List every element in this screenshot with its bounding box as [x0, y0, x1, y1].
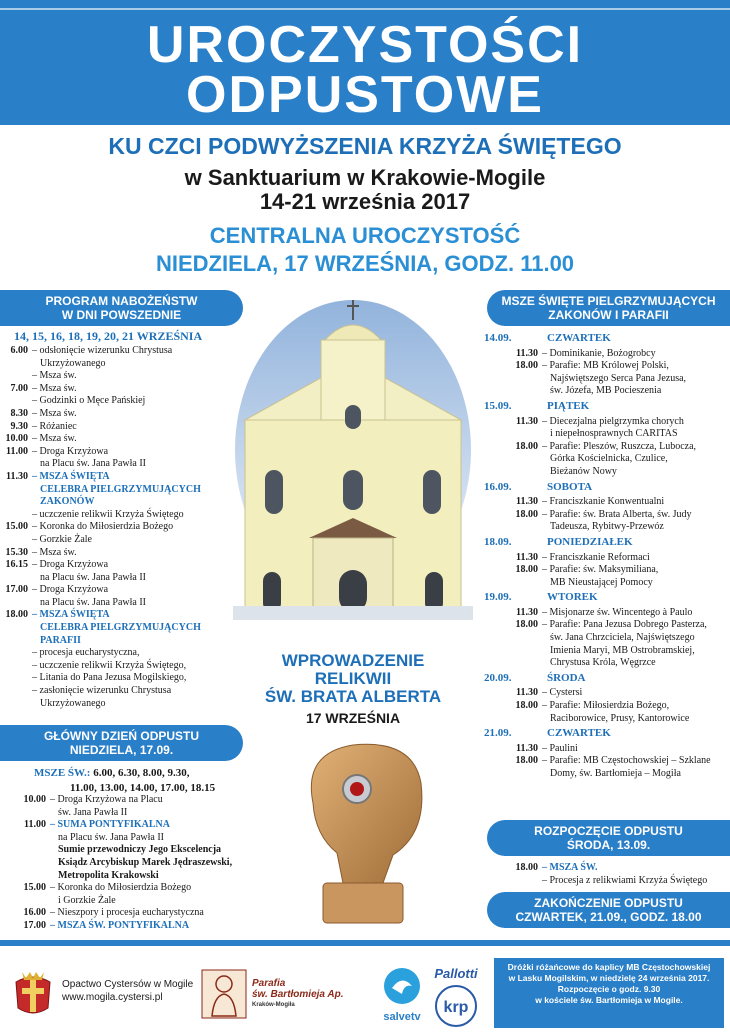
day-header — [470, 400, 730, 413]
item-text: Górka Kościelnicka, Czulice, — [550, 453, 668, 465]
item-text: – Droga Krzyżowa na Placu — [50, 794, 163, 805]
org1-name: Opactwo Cystersów w Mogile — [62, 979, 194, 990]
list-item — [470, 521, 730, 534]
item-text: – Franciszkanie Konwentualni — [542, 496, 665, 508]
org2-line-1: Parafia — [252, 978, 286, 989]
item-text: MB Nieustającej Pomocy — [550, 576, 653, 588]
weekday-dates: 14, 15, 16, 18, 19, 20, 21 WRZEŚNIA — [14, 329, 203, 343]
central-line-2: NIEDZIELA, 17 WRZEŚNIA, GODZ. 11.00 — [155, 251, 575, 276]
item-text: – Koronka do Miłosierdzia Bożego — [32, 521, 174, 533]
list-item — [0, 807, 270, 820]
item-text: – Msza św. — [32, 382, 77, 394]
list-item — [0, 685, 245, 698]
note-line-4: w kościele św. Bartłomieja w Mogile. — [535, 995, 683, 1005]
item-text: Ukrzyżowanego — [40, 697, 106, 709]
item-text: – Różaniec — [32, 420, 77, 432]
list-item — [0, 597, 245, 610]
list-item — [0, 421, 245, 434]
item-text: Sumie przewodniczy Jego Ekscelencja — [58, 844, 222, 856]
item-time: 11.30 — [516, 606, 538, 618]
list-item — [0, 408, 245, 421]
list-item — [470, 428, 730, 441]
item-time: 18.00 — [515, 862, 538, 873]
item-text: – Paulini — [542, 742, 578, 754]
main-day-masses — [34, 766, 254, 796]
list-item — [470, 768, 730, 781]
item-time: 11.30 — [516, 347, 538, 359]
place: w Sanktuarium w Krakowie-Mogile — [184, 165, 546, 190]
org2-line-3: Kraków-Mogiła — [252, 1002, 295, 1008]
item-time: 9.30 — [10, 420, 28, 432]
weekday-program-title: PROGRAM NABOŻEŃSTW — [45, 294, 198, 308]
item-text: – MSZA ŚWIĘTA — [32, 609, 110, 621]
item-text: – Franciszkanie Reformaci — [542, 551, 650, 563]
item-time — [0, 622, 32, 635]
item-text: Bieżanów Nowy — [550, 465, 617, 477]
list-item — [0, 635, 245, 648]
list-item — [470, 466, 730, 479]
item-time — [0, 698, 32, 711]
item-time — [0, 370, 32, 383]
list-item — [0, 433, 245, 446]
item-time: 11.30 — [516, 551, 538, 563]
start-title: ROZPOCZĘCIE ODPUSTU — [534, 824, 683, 838]
start-header — [487, 820, 730, 856]
item-time — [470, 577, 542, 590]
item-text: – Koronka do Miłosierdzia Bożego — [50, 882, 192, 894]
list-item — [0, 496, 245, 509]
item-text: – Droga Krzyżowa — [32, 584, 109, 596]
masses-times-1: 6.00, 6.30, 8.00, 9.30, — [93, 767, 190, 779]
item-text: – MSZA ŚW. PONTYFIKALNA — [50, 919, 190, 931]
note-line-1: Dróżki różańcowe do kaplicy MB Częstochowskiej — [507, 962, 711, 972]
list-item — [470, 875, 730, 888]
list-item — [0, 547, 245, 560]
list-item — [470, 453, 730, 466]
item-text: i niepełnosprawnych CARITAS — [550, 428, 678, 440]
item-text: – procesja eucharystyczna, — [32, 647, 140, 659]
item-time — [470, 632, 542, 645]
item-time: 10.00 — [23, 794, 46, 805]
item-time: 18.00 — [515, 360, 538, 372]
item-time: 18.00 — [515, 619, 538, 631]
list-item — [470, 755, 730, 768]
item-time: 11.30 — [6, 470, 28, 482]
list-item — [470, 441, 730, 454]
item-time: 11.00 — [6, 445, 28, 457]
day-name: ŚRODA — [547, 671, 586, 684]
item-time — [0, 685, 32, 698]
title-line-1: UROCZYSTOŚCI — [146, 16, 584, 74]
item-time — [0, 672, 32, 685]
list-item — [0, 471, 245, 484]
item-time — [0, 484, 32, 497]
item-time — [0, 807, 50, 820]
list-item — [0, 509, 245, 522]
list-item — [470, 619, 730, 632]
item-text: – Misjonarze św. Wincentego à Paulo — [542, 606, 693, 618]
list-item — [470, 496, 730, 509]
day-header — [470, 591, 730, 604]
reliquary-image — [293, 733, 433, 933]
item-text: – Droga Krzyżowa — [32, 445, 109, 457]
list-item — [0, 832, 270, 845]
item-text: – Procesja z relikwiami Krzyża Świętego — [542, 874, 708, 886]
item-text: – Nieszpory i procesja eucharystyczna — [50, 907, 204, 919]
item-text: – Parafie: św. Brata Alberta, św. Judy — [542, 508, 692, 520]
krp-pallotti-logo-icon — [428, 956, 484, 1030]
list-item — [0, 882, 270, 895]
item-text: – Parafie: MB Królowej Polski, — [542, 360, 669, 372]
item-text: – Litania do Pana Jezusa Mogilskiego, — [32, 672, 187, 684]
item-text: Chrystusa Króla, Węgrzce — [550, 657, 656, 669]
list-item — [470, 385, 730, 398]
list-item — [0, 521, 245, 534]
item-text: św. Józefa, MB Pocieszenia — [550, 385, 662, 397]
pilgrim-masses-header — [487, 290, 730, 326]
day-header — [470, 672, 730, 685]
list-item — [470, 700, 730, 713]
item-text: Ukrzyżowanego — [40, 357, 106, 369]
list-item — [470, 713, 730, 726]
salvetv-logo-icon — [378, 964, 426, 1028]
item-text: – SUMA PONTYFIKALNA — [50, 819, 171, 831]
list-item — [470, 607, 730, 620]
list-item — [0, 844, 270, 857]
list-item — [0, 819, 270, 832]
item-text: – uczczenie relikwii Krzyża Świętego — [32, 508, 184, 520]
list-item — [470, 552, 730, 565]
relic-line-2: RELIKWII — [314, 669, 392, 688]
list-item — [470, 416, 730, 429]
org1-url[interactable]: www.mogila.cystersi.pl — [62, 992, 163, 1003]
item-text: Ksiądz Arcybiskup Marek Jędraszewski, — [58, 856, 233, 868]
end-date: CZWARTEK, 21.09., GODZ. 18.00 — [515, 910, 702, 924]
list-item — [0, 446, 245, 459]
day-date: 14.09. — [484, 332, 512, 344]
list-item — [0, 484, 245, 497]
item-time — [470, 645, 542, 658]
list-item — [0, 534, 245, 547]
item-time: 16.00 — [23, 907, 46, 919]
list-item — [0, 395, 245, 408]
list-item — [470, 564, 730, 577]
item-time — [0, 647, 32, 660]
item-text: na Placu św. Jana Pawła II — [40, 571, 146, 583]
list-item — [0, 857, 270, 870]
footer — [0, 946, 730, 1034]
day-name: PONIEDZIAŁEK — [547, 535, 633, 548]
pallotti-label: Pallotti — [434, 966, 478, 981]
day-date: 20.09. — [484, 671, 512, 684]
item-text: – Parafie: Miłosierdzia Bożego, — [542, 700, 670, 712]
main-day-date: NIEDZIELA, 17.09. — [69, 743, 174, 757]
item-text: ZAKONÓW — [40, 496, 95, 508]
list-item — [0, 345, 245, 358]
item-time — [0, 496, 32, 509]
item-text: CELEBRA PIELGRZYMUJĄCYCH — [40, 483, 201, 495]
parish-bartholomew — [252, 978, 344, 1011]
day-name: PIĄTEK — [547, 399, 590, 412]
main-day-header — [0, 725, 243, 761]
item-time — [470, 657, 542, 670]
item-text: – uczczenie relikwii Krzyża Świętego, — [32, 659, 187, 671]
list-item — [470, 509, 730, 522]
item-time: 16.15 — [5, 559, 28, 571]
item-time: 18.00 — [5, 609, 28, 621]
item-text: – Godzinki o Męce Pańskiej — [32, 395, 146, 407]
list-item — [470, 373, 730, 386]
item-time — [0, 870, 50, 883]
dates: 14-21 września 2017 — [259, 189, 471, 214]
item-time: 15.00 — [5, 521, 28, 533]
list-item — [0, 907, 270, 920]
day-header — [470, 536, 730, 549]
item-time — [0, 458, 32, 471]
item-time: 11.00 — [24, 819, 46, 831]
list-item — [0, 358, 245, 371]
weekday-program-header — [0, 290, 243, 326]
item-text: – Msza św. — [32, 370, 77, 382]
item-time — [470, 428, 542, 441]
item-time: 18.00 — [515, 440, 538, 452]
list-item — [0, 647, 245, 660]
day-date: 21.09. — [484, 727, 512, 740]
list-item — [0, 559, 245, 572]
cistercian-abbey — [62, 978, 193, 1004]
item-text: – odsłonięcie wizerunku Chrystusa — [32, 345, 173, 356]
list-item — [0, 698, 245, 711]
list-item — [0, 660, 245, 673]
list-item — [470, 348, 730, 361]
list-item — [470, 632, 730, 645]
item-text: – zasłonięcie wizerunku Chrystusa — [32, 685, 172, 697]
list-item — [470, 577, 730, 590]
item-text: św. Jana Chrzciciela, Najświętszego — [550, 632, 695, 644]
cistercian-crest-icon — [8, 968, 58, 1020]
item-time: 11.30 — [516, 687, 538, 699]
list-item — [0, 920, 270, 933]
item-text: – Parafie: Pleszów, Ruszcza, Lubocza, — [542, 440, 697, 452]
relic-title — [238, 652, 468, 706]
org2-line-2: św. Bartłomieja Ap. — [252, 989, 344, 1000]
day-date: 15.09. — [484, 399, 512, 412]
central-celebration — [0, 222, 730, 278]
item-time: 11.30 — [516, 415, 538, 427]
item-time — [470, 713, 542, 726]
rosary-paths-note — [494, 958, 724, 1028]
item-time: 15.30 — [5, 546, 28, 558]
list-item — [0, 383, 245, 396]
main-day-title: GŁÓWNY DZIEŃ ODPUSTU — [43, 729, 200, 743]
item-time: 17.00 — [23, 919, 46, 931]
item-text: – Gorzkie Żale — [32, 533, 92, 545]
start-list — [470, 862, 730, 887]
item-text: Imienia Maryi, MB Ostrobramskiej, — [550, 644, 695, 656]
item-text: Najświętszego Serca Pana Jezusa, — [550, 372, 687, 384]
list-item — [0, 584, 245, 597]
relic-date: 17 WRZEŚNIA — [305, 710, 401, 726]
item-text: – Diecezjalna pielgrzymka chorych — [542, 415, 684, 427]
masses-times-2: 11.00, 13.00, 14.00, 17.00, 18.15 — [70, 782, 216, 794]
main-day-list — [0, 794, 270, 933]
item-text: CELEBRA PIELGRZYMUJĄCYCH — [40, 622, 201, 634]
relic-line-1: WPROWADZENIE — [281, 651, 425, 670]
title-line-2: ODPUSTOWE — [186, 66, 544, 124]
central-line-1: CENTRALNA UROCZYSTOŚĆ — [209, 223, 521, 248]
day-name: SOBOTA — [547, 480, 593, 493]
day-name: CZWARTEK — [547, 727, 611, 740]
day-date: 19.09. — [484, 591, 512, 604]
day-date: 18.09. — [484, 535, 512, 548]
item-time — [470, 466, 542, 479]
note-line-2: w Lasku Mogilskim, w niedzielę 24 września 2017. — [508, 973, 710, 983]
day-name: CZWARTEK — [547, 332, 611, 344]
end-title: ZAKOŃCZENIE ODPUSTU — [534, 896, 683, 910]
item-text: i Gorzkie Żale — [58, 894, 116, 906]
item-text: – Dominikanie, Bożogrobcy — [542, 347, 656, 359]
item-time — [0, 358, 32, 371]
pilgrim-masses-subtitle: ZAKONÓW I PARAFII — [548, 308, 669, 322]
weekday-program-list — [0, 345, 245, 710]
list-item — [0, 622, 245, 635]
list-item — [470, 862, 730, 875]
item-time — [470, 521, 542, 534]
item-time: 15.00 — [23, 882, 46, 894]
item-time — [470, 453, 542, 466]
pilgrim-masses-title: MSZE ŚWIĘTE PIELGRZYMUJĄCYCH — [501, 294, 716, 308]
item-time — [0, 857, 50, 870]
item-text: – Droga Krzyżowa — [32, 559, 109, 571]
item-time — [470, 373, 542, 386]
item-time — [470, 385, 542, 398]
item-text: Tadeusza, Rybitwy-Przewóz — [550, 521, 664, 533]
item-time: 11.30 — [516, 496, 538, 508]
item-text: PARAFII — [40, 634, 81, 646]
item-time — [0, 534, 32, 547]
item-time: 7.00 — [10, 382, 28, 394]
item-text: na Placu św. Jana Pawła II — [58, 831, 164, 843]
item-text: św. Jana Pawła II — [58, 806, 128, 818]
item-time — [470, 875, 542, 888]
start-date: ŚRODA, 13.09. — [566, 838, 651, 852]
item-text: – MSZA ŚW. — [542, 862, 598, 873]
item-time: 10.00 — [5, 433, 28, 445]
item-time — [0, 572, 32, 585]
item-text: – Msza św. — [32, 546, 77, 558]
item-text: – Msza św. — [32, 407, 77, 419]
list-item — [470, 657, 730, 670]
subtitle: KU CZCI PODWYŻSZENIA KRZYŻA ŚWIĘTEGO — [108, 133, 622, 159]
list-item — [0, 458, 245, 471]
item-time — [470, 768, 542, 781]
salvetv-label: salvetv — [383, 1011, 421, 1023]
list-item — [0, 870, 270, 883]
item-text: Domy, św. Bartłomieja – Mogiła — [550, 768, 681, 779]
list-item — [0, 609, 245, 622]
krp-label: krp — [443, 999, 469, 1016]
item-text: – Msza św. — [32, 433, 77, 445]
item-time: 17.00 — [5, 584, 28, 596]
item-text: – Parafie: Pana Jezusa Dobrego Pasterza, — [542, 619, 707, 631]
item-time — [0, 895, 50, 908]
item-time — [0, 597, 32, 610]
end-header — [487, 892, 730, 928]
list-item — [470, 743, 730, 756]
church-image — [233, 300, 473, 620]
item-time — [0, 635, 32, 648]
item-time — [0, 832, 50, 845]
list-item — [470, 687, 730, 700]
list-item — [0, 672, 245, 685]
day-header — [470, 481, 730, 494]
item-time: 18.00 — [515, 755, 538, 767]
item-time — [0, 844, 50, 857]
item-time: 8.30 — [10, 407, 28, 419]
item-time: 11.30 — [516, 742, 538, 754]
day-header — [470, 332, 730, 345]
place-and-dates — [0, 166, 730, 214]
relic-line-3: ŚW. BRATA ALBERTA — [264, 687, 442, 706]
list-item — [0, 572, 245, 585]
item-time — [0, 660, 32, 673]
pilgrim-masses-list — [470, 330, 730, 781]
item-time: 18.00 — [515, 508, 538, 520]
saint-bartholomew-icon — [200, 968, 248, 1020]
item-time: 18.00 — [515, 700, 538, 712]
item-text: Raciborowice, Prusy, Kantorowice — [550, 712, 690, 724]
day-name: WTOREK — [547, 591, 598, 604]
list-item — [0, 895, 270, 908]
item-text: – Cystersi — [542, 687, 583, 699]
list-item — [470, 645, 730, 658]
item-time — [0, 395, 32, 408]
item-text: – Parafie: św. Maksymiliana, — [542, 564, 659, 576]
day-header — [470, 727, 730, 740]
item-text: – MSZA ŚWIĘTA — [32, 470, 110, 482]
list-item — [470, 360, 730, 373]
item-time — [0, 509, 32, 522]
note-line-3: Rozpoczęcie o godz. 9.30 — [557, 984, 661, 994]
item-text: na Placu św. Jana Pawła II — [40, 596, 146, 608]
list-item — [0, 794, 270, 807]
masses-label: MSZE ŚW.: — [34, 767, 91, 779]
item-text: Metropolita Krakowski — [58, 869, 159, 881]
list-item — [0, 370, 245, 383]
weekday-program-subtitle: W DNI POWSZEDNIE — [61, 308, 182, 322]
item-time: 18.00 — [515, 564, 538, 576]
item-text: – Parafie: MB Częstochowskiej – Szklane — [542, 755, 711, 767]
page-title — [0, 16, 730, 124]
item-time: 6.00 — [10, 345, 28, 356]
item-text: na Placu św. Jana Pawła II — [40, 458, 146, 470]
day-date: 16.09. — [484, 480, 512, 493]
header-stripe — [0, 8, 730, 10]
